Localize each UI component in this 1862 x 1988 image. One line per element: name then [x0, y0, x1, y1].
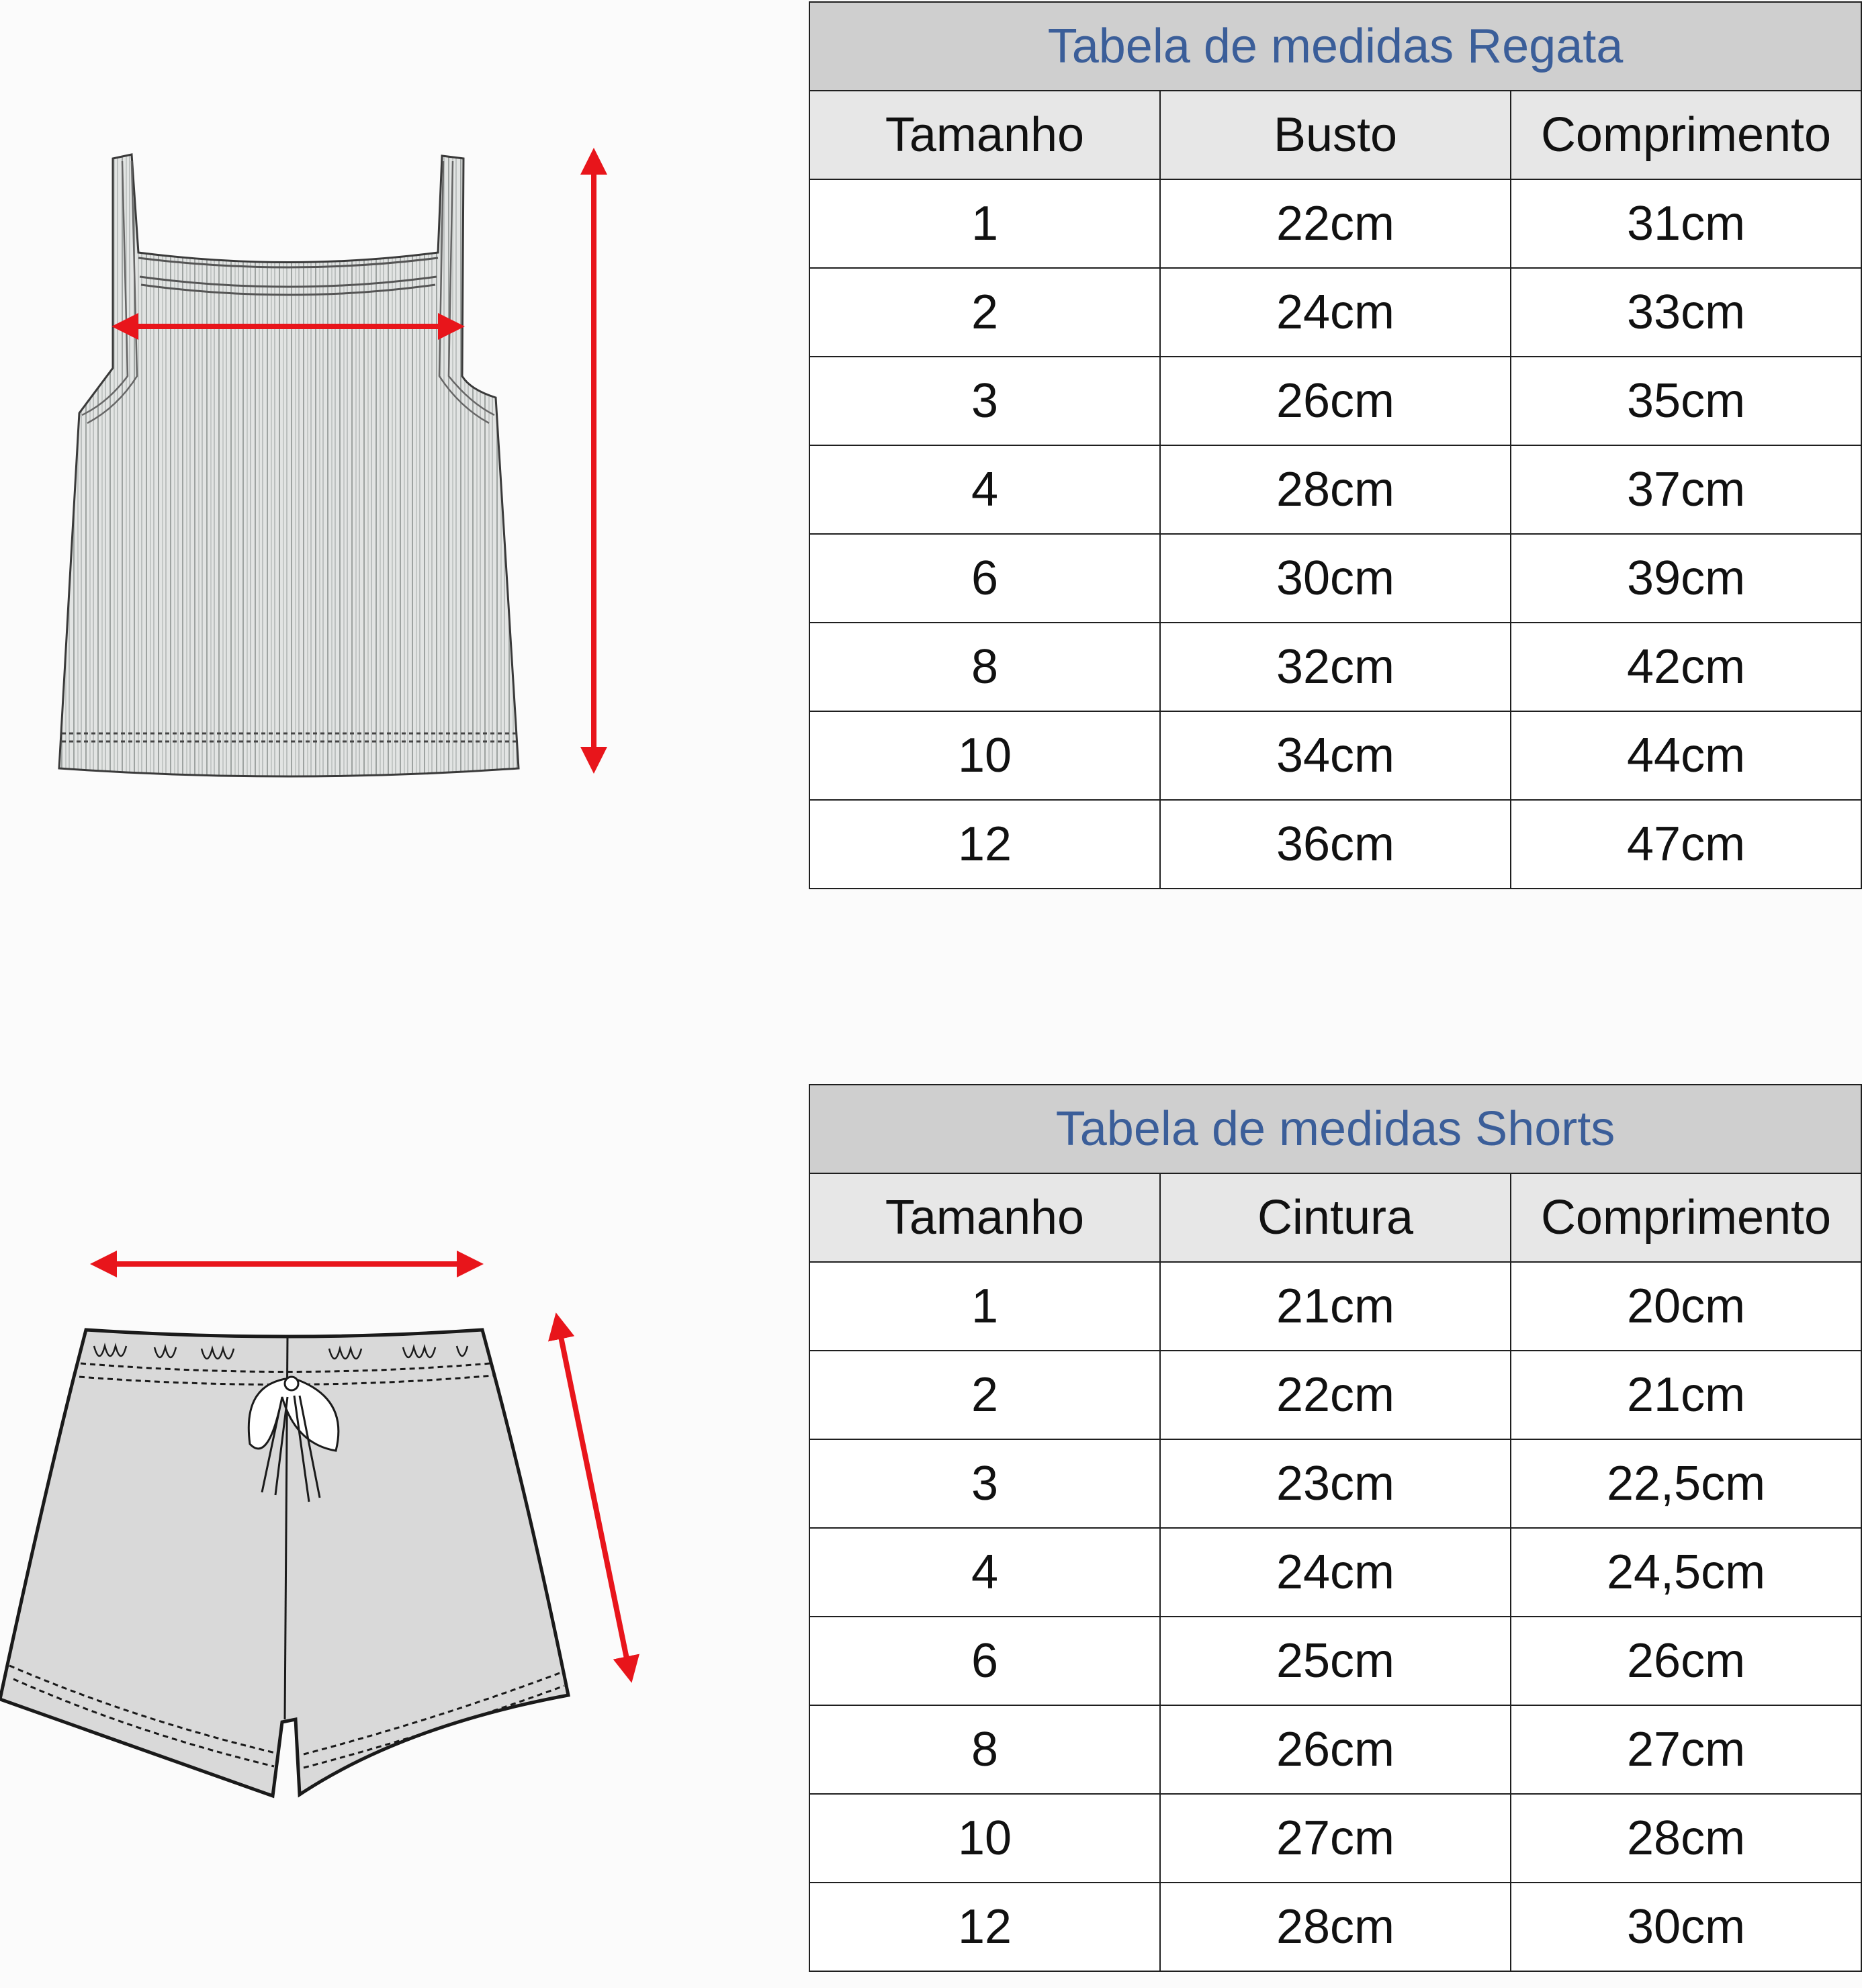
table-row: [809, 357, 1861, 445]
regata-size-table: [809, 1, 1862, 889]
size-cell: 2: [809, 268, 1160, 357]
length-cell: 28cm: [1511, 1794, 1861, 1883]
length-cell: 22,5cm: [1511, 1439, 1861, 1528]
tank-top-body: [59, 154, 519, 776]
table-row: [809, 711, 1861, 800]
table-row: [809, 534, 1861, 623]
size-cell: 12: [809, 1883, 1160, 1971]
waist-cell: 23cm: [1160, 1439, 1511, 1528]
table-row: [809, 1883, 1861, 1971]
size-cell: 10: [809, 711, 1160, 800]
shorts-length-measure-arrow: [558, 1320, 630, 1675]
table-row: [809, 1351, 1861, 1439]
length-cell: 21cm: [1511, 1351, 1861, 1439]
waist-cell: 22cm: [1160, 1351, 1511, 1439]
column-header-length: Comprimento: [1511, 1173, 1861, 1262]
length-cell: 30cm: [1511, 1883, 1861, 1971]
length-cell: 47cm: [1511, 800, 1861, 889]
waist-cell: 24cm: [1160, 1528, 1511, 1617]
size-cell: 3: [809, 357, 1160, 445]
length-cell: 26cm: [1511, 1617, 1861, 1705]
length-cell: 39cm: [1511, 534, 1861, 623]
waist-cell: 27cm: [1160, 1794, 1511, 1883]
column-header-size: Tamanho: [809, 1173, 1160, 1262]
column-header-length: Comprimento: [1511, 91, 1861, 179]
size-cell: 6: [809, 534, 1160, 623]
bust-cell: 28cm: [1160, 445, 1511, 534]
bust-cell: 36cm: [1160, 800, 1511, 889]
table-row: [809, 1528, 1861, 1617]
size-cell: 12: [809, 800, 1160, 889]
waist-cell: 26cm: [1160, 1705, 1511, 1794]
length-cell: 31cm: [1511, 179, 1861, 268]
length-cell: 37cm: [1511, 445, 1861, 534]
shorts-table-title: Tabela de medidas Shorts: [809, 1085, 1861, 1173]
regata-header-row: [809, 91, 1861, 179]
table-row: [809, 800, 1861, 889]
column-header-size: Tamanho: [809, 91, 1160, 179]
length-cell: 35cm: [1511, 357, 1861, 445]
table-row: [809, 179, 1861, 268]
size-cell: 1: [809, 179, 1160, 268]
waist-cell: 21cm: [1160, 1262, 1511, 1351]
table-row: [809, 1705, 1861, 1794]
garment-illustrations: [0, 0, 799, 1988]
waist-cell: 28cm: [1160, 1883, 1511, 1971]
bust-cell: 26cm: [1160, 357, 1511, 445]
length-cell: 24,5cm: [1511, 1528, 1861, 1617]
size-cell: 4: [809, 445, 1160, 534]
shorts-header-row: [809, 1173, 1861, 1262]
length-cell: 44cm: [1511, 711, 1861, 800]
table-row: [809, 1794, 1861, 1883]
size-cell: 1: [809, 1262, 1160, 1351]
bust-cell: 22cm: [1160, 179, 1511, 268]
regata-table-title: Tabela de medidas Regata: [809, 2, 1861, 91]
table-row: [809, 1617, 1861, 1705]
size-cell: 6: [809, 1617, 1160, 1705]
size-cell: 8: [809, 623, 1160, 711]
bust-cell: 24cm: [1160, 268, 1511, 357]
table-row: [809, 1439, 1861, 1528]
size-cell: 4: [809, 1528, 1160, 1617]
table-row: [809, 1262, 1861, 1351]
shorts-size-table: [809, 1084, 1862, 1972]
length-cell: 20cm: [1511, 1262, 1861, 1351]
bust-cell: 34cm: [1160, 711, 1511, 800]
length-cell: 42cm: [1511, 623, 1861, 711]
table-row: [809, 445, 1861, 534]
column-header-waist: Cintura: [1160, 1173, 1511, 1262]
shorts-illustration: [0, 1330, 568, 1796]
bust-cell: 30cm: [1160, 534, 1511, 623]
waist-cell: 25cm: [1160, 1617, 1511, 1705]
tank-top-illustration: [59, 154, 519, 776]
size-cell: 3: [809, 1439, 1160, 1528]
size-cell: 10: [809, 1794, 1160, 1883]
size-cell: 8: [809, 1705, 1160, 1794]
table-row: [809, 623, 1861, 711]
length-cell: 27cm: [1511, 1705, 1861, 1794]
column-header-bust: Busto: [1160, 91, 1511, 179]
size-cell: 2: [809, 1351, 1160, 1439]
bust-cell: 32cm: [1160, 623, 1511, 711]
length-cell: 33cm: [1511, 268, 1861, 357]
table-row: [809, 268, 1861, 357]
